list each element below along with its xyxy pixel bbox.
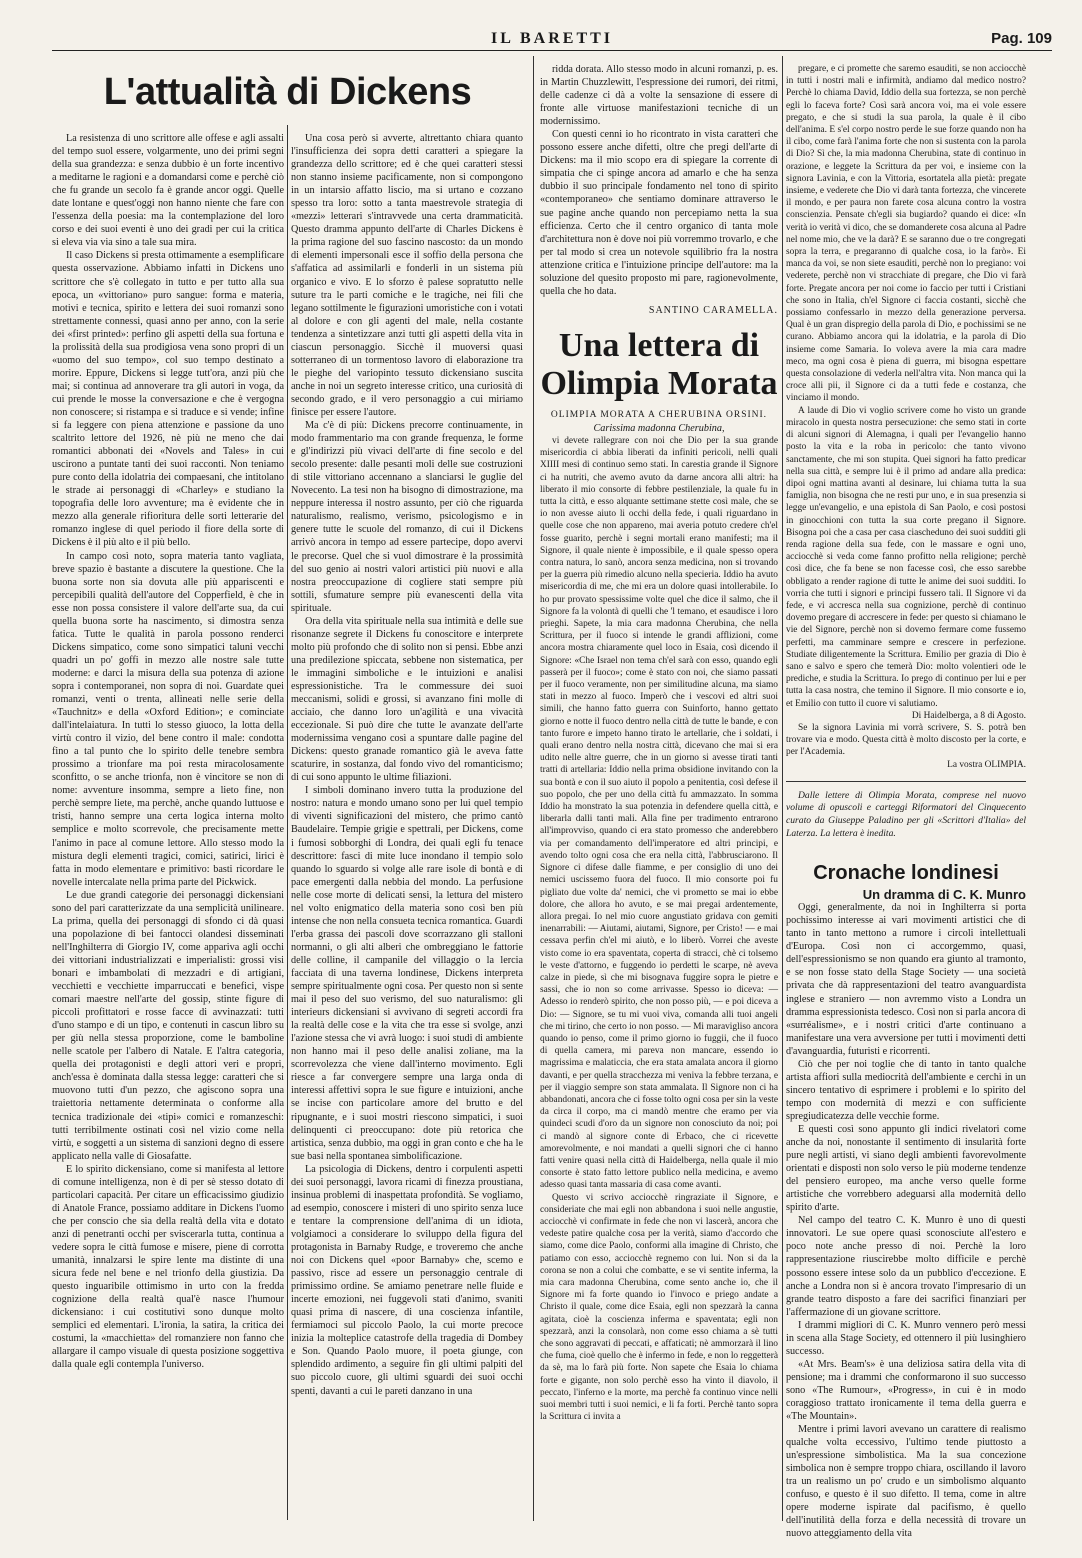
editorial-note: Dalle lettere di Olimpia Morata, comprese nel nuovo volume di opuscoli e carteggi Riformatori del Cinquecento curato da Giuseppe Paladino per gli «Scrittori d'Italia» del Laterza. La lettera è inedita. — [786, 781, 1026, 840]
letter-subtitle: OLIMPIA MORATA A CHERUBINA ORSINI. — [550, 409, 768, 420]
paragraph: Se la signora Lavinia mi vorrà scrivere, S. S. potrà ben trovare via e modo. Questa città è molto discosto per la corte, e per l'Academia. — [786, 722, 1026, 758]
letter-signoff: La vostra OLIMPIA. — [947, 759, 1026, 770]
paragraph: pregare, e ci promette che saremo esauditi, se non acciocchè in tutti i nostri mali e infirmità, andiamo dal medico nostro? Perchè lo chiama David, Iddio della sua fortezza, se non perchè egli lo faceva forte? Così sarà ancora voi, ma ei vole essere pregato, e che si studi la sua parola, la quale è il cibo dell'anima. E s'el corpo nostro perde le sue forze quando non ha il cibo, come farà l'anima forte che non si sustenta con la parola di Dio? Sì che, la mia madonna Cherubina, state di continuo in orazione, e leggete la Scrittura da per voi, e insieme con la signora Lavinia, e con la Vittoria, esortatela alla pietà: pregate insieme, e vederete che Dio vi darà tanta fortezza, che vincerete il mondo, e per paura non farete cosa alcuna contro la vostra conscienzia. Pensate ch'egli sia bugiardo? quando ei dice: «In verità io verità vi dico, che se domanderete cosa alcuna al Padre nel nome mio, che ve la darà? E se saranno due o tre congregati sopra la terra, e pregaranno di qualche cosa, io la farò». Ei manca da voi, se non siete esauditi, perchè non lo pregiano: voi vederete, perchè non vi stracchiate di pregare, che Dio vi farà forte. Pregate ancora per noi come io faccio per tutti i Cristiani che sono in Italia, ch'el Signore ci faccia costanti, sicchè che possiamo confessarlo in mezzo della generazione perversa. Qual è un gran dispregio della parola di Dio, e pochissimi se ne curano. Abbiamo ancora qui la idolatria, e la parola di Dio insieme come Samaria. Io voleva avere la mia cara madre meco, ma ogni cosa è piena di guerra, mi bisogna espettare questa consolazione di vederla nell'altra vita. Non manca qui la croce alli pii, il Signore ci da a tutti fede e costanza, che vinciamo il mondo. — [786, 64, 1026, 404]
paragraph: E lo spirito dickensiano, come si manifesta al lettore di comune intelligenza, non è di per sè stesso dotato di particolari capacità. Per citare un efficacissimo giudizio di Anatole France, possiamo additare in Dickens l'uomo che per conscio che sia della realtà della vita e dotato anzi di penetranti occhi per sviscerarla tutta, continua a vedere sopra le città fumose e misere, piene di corrotta umanità, innalzarsi le spire lente ma distinte di una sicura fede nel bene e nel trionfo della giustizia. Da questo inguaribile ottimismo in urto con la fredda cognizione della realtà qual'è nasce l'humour dickensiano: i cui costitutivi sono dunque molto semplici ed elementari. L'ironia, la satira, la critica dei costumi, la «macchietta» del romanziere non fanno che allargare il campo visuale di questa posizione soggettiva dalla quale egli contempla l'universo. — [52, 1163, 284, 1371]
paragraph: Ciò che per noi toglie che di tanto in tanto qualche artista affiori sulla mediocrità dell'ambiente e cerchi in un sincero tentativo di esprimere i problemi e lo spirito del tempo con modernità di mezzi e con sufficiente spregiudicatezza delle vecchie forme. — [786, 1058, 1026, 1122]
paragraph: Mentre i primi lavori avevano un carattere di realismo qualche volta eccessivo, l'ultimo tende piuttosto a un'espressione simbolistica. Ma la sua concezione simbolica non è sempre troppo chiara, oscillando il lavoro tra un realismo un po' crudo e un simbolismo alquanto confuso, e questo è il suo difetto. Il tema, come in altre opere moderne ispirate dal pacifismo, è quello dell'inutilità della forza e della necessità di trovare un nuovo atteggiamento della vita — [786, 1424, 1026, 1540]
cronache-subtitle: Un dramma di C. K. Munro — [862, 887, 1026, 903]
cronache-title: Cronache londinesi — [813, 862, 999, 885]
paragraph: La psicologia di Dickens, dentro i corpulenti aspetti dei suoi personaggi, lavora ricami di finezza proustiana, insinua problemi di inaspettata profondità. Se vogliamo, ad esempio, conoscere i misteri di uno spirito senza luce e tentare la comprensione dell'anima di un idiota, volgiamoci a considerare lo sviluppo della figura del protagonista in Barnaby Rudge, e troveremo che anche noi con Dickens quel «poor Barnaby» che, scemo e passivo, risce ad essere un personaggio centrale di primissimo ordine. Se amiamo penetrare nelle fluide e incerte emozioni, nei fuggevoli stati d'animo, svaniti quasi prima di nascere, di una coscienza infantile, fermiamoci sul piccolo Paolo, la cui morte precoce inizia la molteplice catastrofe della tragedia di Dombey e Son. Quando Paolo muore, il poeta giunge, con splendido ardimento, a seguire fin gli ultimi palpiti del suo piccolo cuore, gli ultimi sguardi dei suoi occhi spenti, davanti a cui le pareti danzano in una — [291, 1163, 523, 1397]
column-divider — [782, 56, 783, 1521]
paragraph: vi devete rallegrare con noi che Dio per la sua grande misericordia ci abbia liberati da infiniti pericoli, nelli quali XIIII mesi di continuo semo stati. In carestia grande il Signore ci ha nutriti, che avemo avuto da darne ancora alli altri: ha liberato il mio consorte di febbre pestilenziale, la quale fu in tutta la città, e esso alquante settimane stette così male, che se io non avesse aiuto li occhi della fede, i quali riguardano in quelle cose che non appareno, mai averia potuto credere ch'el fosse guarito, perchè i segni mortali erano manifesti; ma il Signore, il quale niente è impossibile, e il quale spesso opera contra natura, lo sanò, ancora senza medicina, non si trovando per la guerra più rimedio alcuno nella specieria. Iddio ha avuto misericordia di me, che mi era un dolore quasi intollerabile. Io ho pur provato spessissime volte quel che dice il salmo, che il Signore fa la volontà di quelli che 'l temano, et esaudisce i loro prieghi. Sapete, la mia cara madonna Cherubina, che nella Scrittura, per il fuoco si intende le grandi afflizioni, come ancora mostra chiaramente quel loco in Esaia, così dicendo il Signore: «Che Israel non tema ch'el sarà con esso, quando egli passerà per il fuoco»; come è stato con noi, che siamo passati per il fuoco veramente, non per similitudine alcuna, ma siamo stati in mezzo al fuoco. Imperò che i vescovi ed altri suoi simili, che hanno fatto guerra con Suinforto, hanno gettato giorno e notte il fuoco dentro nella città de tutte le bande, e con tanto furore e impeto hanno tirato le artellarie, che i soldati, i quali erano dentro nella nostra città, dicevano che mai si era udito nelle altre guerre, che in un giorno si avesse tirati tanti tratti di artellaria: Iddio nella prima obsidione invitando con la sua bontà e con il suo aiuto il popolo a penitentia, così defese il suo popolo, che per uno della città fu ammazzato. In somma Iddio ha monstrato la sua potenzia in defendere quella città, e liberarla dalli tanti mali. Alla fine per tradimento entrarono all'improvviso, quando ci era stato promesso che anderebbero via per comandamento dell'imperatore ed altri principi, e avendo tolto ogni cosa che era nella città, l'abbrusciarono. Il Signore ci difese dalle fiamme, e per consiglio di uno dei nemici uscissemo fuora del fuoco. Il mio consorte poi fu pigliato due volte da' nemici, che vi prometto se mai io ebbe dolore, che allora ho avuto, e se mai pregai ardentemente, allora pregai. Io nel mio cuore angustiato gridava con gemiti inenarrabili: — Aiutami, aiutami, Signore, per Cristo! — e mai cessava perfin ch'el mi aiutò, e lo liberò. Vorrei che aveste visto come io era spaventata, coperta di stracci, chè ci tolsemo le veste d'attorno, e fuggendo io perdetti le scarpe, nè aveva calze in piede, sì che mi bisognava fuggire sopra le pietre e sassi, che io non so come arrivasse. Spesso io diceva: — Adesso io renderò spirito, che non posso più, — e poi diceva a Dio: — Signore, se tu mi vuoi viva, comanda alli tuoi angeli che mi tirino, che certo io non posso. — Mi maravigliso ancora quando io penso, come il primo giorno io fuggii, che il fuoco di quella camera, mi pareva non mancare, essendo io magrissima e malaticcia, che era stata amalata ancora il giorno davanti, e per quella stracchezza mi veniva la febbre terzana, e per il viaggio sempre son stata ammalata. Il Signore non ci ha abbandonati, ancora che ci fosse tolto ogni cosa per sin la veste da circa il corpo, ma ci mandò mentre che eramo per via quindeci scudi d'oro da un signore non conosciuto da noi; poi ci mandò al signore conte di Erbaco, che ci ricevette amorevolmente, e noi mandati a quelli signori che ci hanno fatti venire quasi nella città di Haidelberga, nella quale il mio consorte è stato fatto lettore publico nella medicina, e avemo adesso quasi tanta massaria di casa come avanti. — [540, 435, 778, 1191]
masthead — [52, 30, 1052, 51]
column-divider — [287, 125, 288, 1520]
paragraph: Oggi, generalmente, da noi in Inghilterra si porta pochissimo interesse ai vari movimenti artistici che di tanto in tanto mettono a rumore i circoli intellettuali d'Europa. Così non ci accorgemmo, quasi, dell'espressionismo se non quando era giunto al tramonto, e se non fosse stato della Stage Society — una società privata che dà rappresentazioni del teatro avanguardista inglese e straniero — non avremmo visto a Londra un dramma espressionista tedesco. Così non si parla ancora di «surréalisme», e i nostri critici d'arte continuano a manifestare una vera avversione per tutti i movimenti detti d'avanguardia, futuristi e ricorrenti. — [786, 902, 1026, 1057]
paragraph: I simboli dominano invero tutta la produzione del nostro: natura e mondo umano sono per lui quel tempio di viventi significazioni del mistero, che primo cantò Baudelaire. Tempie grigie e spettrali, per Dickens, come i fumosi sobborghi di Londra, dei quali egli fu tenace descrittore: fasci di mite luce inondano il tempio solo quando lo sguardo si volge alle rare isole di bontà e di pace emergenti dalla nebbia del mondo. La perfusione nelle cose morte di delicati sensi, la lettura del mistero nel volto enigmatico della materia sono così ben più intense che non nella consueta tecnica romantica. Guardi l'erba grassa dei pascoli dove scorrazzano gli stalloni normanni, o gli alti alberi che ombreggiano le fattorie delle colline, il campanile del villaggio o la lercia facciata di una taverna londinese, Dickens interpreta sempre spiritualmente ogni cosa. Per questo non si sente mai il peso del suo verismo, del suo naturalismo: gli interieurs dickensiani si avvivano di segreti accordi fra la realtà delle cose e la vita che tra esse si svolge, anzi l'azione stessa che vi avrà luogo: i suoi studi di ambiente non hanno mai il peso delle analisi zoliane, ma la scorrevolezza che viene dall'interno movimento. Egli riesce a far convergere sempre una larga onda di interessi affettivi sopra le sue figure e intuizioni, anche se incise con particolare amore del brutto e del ripugnante, e i suoi mostri riescono simpatici, i suoi delinquenti ci preoccupano: dote più retorica che artistica, senza dubbio, ma oggi in gran conto e che ha le sue basi nella spontanea simbolificazione. — [291, 785, 523, 1162]
paragraph: Una cosa però si avverte, altrettanto chiara quanto l'insufficienza dei sopra detti caratteri a spiegare la grandezza dello scrittore; ed è che quei caratteri stessi non stanno insieme pacificamente, non si compongono in un intarsio affatto liscio, ma si urtano e cozzano spesso tra loro: sotto a tanta maestrevole strategia di «mezzi» letterari s'intravvede una certa drammaticità. Questo dramma appunto dell'arte di Charles Dickens è la prima ragione del suo fascino nascosto: da un mondo di elementi impersonali esce il soffio della persona che s'affatica ad assimilarli e fonderli in un sistema più organico e vivo. E lo sforzo è palese sopratutto nelle suture tra le parti comiche e le tragiche, nei fili che legano sottilmente le figurazioni umoristiche con i votati al dolore e con gli agenti del male, nella costante tendenza a sintetizzare anzi tutti gli aspetti della vita in ciascun personaggio. Sicchè il muoversi quasi sotterraneo di un tormentoso lavoro di elaborazione tra le pieghe del variopinto tessuto dickensiano suscita anche in noi un segreto interesse critico, una curiosità di secondo grado, e il vero personaggio a cui miriamo finisce per essere l'autore. — [291, 133, 523, 418]
paragraph: E questi così sono appunto gli indici rivelatori come anche da noi, nonostante il sentimento di insularità forte pure negli artisti, vi siano degli ambienti favorevolmente orientati e disposti non solo verso le più moderne tendenze del pensiero europeo, ma anche verso quelle forme artistiche che vorrebbero adeguarsi alla modernità dello spirito d'arte. — [786, 1124, 1026, 1214]
author-signature: SANTINO CARAMELLA. — [648, 304, 778, 316]
letter-title: Una lettera di Olimpia Morata — [540, 326, 778, 402]
paragraph: Con questi cenni io ho ricontrato in vista caratteri che possono essere anche difetti, oltre che pregi dell'arte di Dickens: ma il mio scopo era di spiegare la corrente di simpatia che ci spinge ancora ad amarlo e che ha senza dubbio il suo principale fondamento nel tono di spirito «contemporaneo» che sentiamo dominare attraverso le sue pagine anche quando non percepiamo netta la sua efficienza. Certo che il centro organico di tanta mole d'architettura non è dove noi più vorremmo trovarlo, e che per tal modo si crea un notevole squilibrio fra la nostra attenzione critica e l'intuizione principe dell'autore: ma la soluzione del quesito proposto mi pare, ragionevolmente, quella che ho data. — [540, 129, 778, 297]
column-3 — [540, 63, 778, 1523]
letter-date: Di Haidelberga, a 8 di Agosto. — [911, 710, 1026, 721]
dickens-column-2 — [291, 132, 523, 1512]
paragraph: Nel campo del teatro C. K. Munro è uno di questi innovatori. Le sue opere quasi sconosciute all'estero e poco note anche presso di noi. Perchè la loro rappresentazione riuscirebbe molto difficile e perchè possono essere intese solo da un pubblico d'eccezione. E anche a Londra non si è ancora trovato l'impresario di un grande teatro disposto a fare dei sacrifici finanziari per l'affermazione di un giovane scrittore. — [786, 1215, 1026, 1318]
paragraph: Il caso Dickens si presta ottimamente a esemplificare questa osservazione. Abbiamo infatti in Dickens uno scrittore che s'è collegato in tutto e per tutto alla sua epoca, un «vittoriano» puro sangue: forma e materia, motivi e tecnica, spirito e lettera dei suoi romanzi sono strettamente connessi, quasi anno per anno, con la serie dei «first printed»: perfino gli aspetti della sua fortuna e la prolissità della sua prodigiosa vena sono propri di un «uomo del suo tempo», col suo tempo destinato a morire. Eppure, Dickens si legge tutt'ora, anzi più che mai; si continua ad annoverare tra gli autori in voga, da cui prende le mosse la conversazione e che è vergogna non conoscere; si ristampa e si traduce e si vende; infine si fa leggere con piena attenzione e passione da uno scaltrito lettore del 1926, nè più ne meno che dai romantici abbonati dei «Novels and Tales» in cui uscirono a puntate tanti dei suoi racconti. Non teniamo pure conto della idolatria dei compaesani, che intitolano le strade ai personaggi di «Charley» e studiano la topografia delle loro avventure; ma è evidente che in mezzo alla generale rifioritura delle sorti letterarie del romanzo inglese di quel periodo il fiore della sorte di Dickens è il più alto e il più bello. — [52, 250, 284, 549]
column-divider — [533, 56, 534, 1521]
paragraph: Ora della vita spirituale nella sua intimità e delle sue risonanze segrete il Dickens fu conoscitore e interprete molto più profondo che di solito non si pensi. Ebbe anzi una predilezione spiccata, sebbene non sistematica, per le immagini simboliche e le intuizioni e analisi espressionistiche. Tra le commessure dei suoi meccanismi, solidi e grossi, si avanzano fini molle di acciaio, che danno loro un'agilità e una vivacità eccezionale. Si può dire che tutte le avanzate dell'arte modernissima vengano così a spuntare dalle pagine del Dickens: questo granade romantico già le aveva fatte scaturire, in sostanza, dal fondo vivo del romanticismo; di cui sono appunto le ultime filiazioni. — [291, 615, 523, 784]
dickens-column-1 — [52, 132, 284, 1512]
paragraph: I drammi migliori di C. K. Munro vennero però messi in scena alla Stage Society, ed ottennero il più lusinghiero successo. — [786, 1319, 1026, 1357]
column-4 — [786, 63, 1026, 1540]
paragraph: Questo vi scrivo acciocchè ringraziate il Signore, e consideriate che mai egli non abbandona i suoi nelle angustie, acciocchè vi confirmate in fede che non vi lascerà, ancora che vedeste patire qualche cosa per la verità, siamo d'accordo che siamo, come dice Paolo, conformi alla imagine di Christo, che patiamo con esso, acciocchè regnemo con lui. Non si da la corona se non a colui che combatte, e se vi sentite inferma, la mia cara madonna Cherubina, come sento anche io, che il Signore mi fa forte quando io l'invoco e priego andate a Christo il quale, come dice Esaia, egli non spezzarà la canna agitata, cioè la coscienza inferma e spaventata; egli non spezzarà, anzi la consolarà, non come esso chiama a sè tutti che sono aggravati di peccati, e affaticati; nè ammorzarà il lino che fuma, cioè quello che è infermo in fede, e non lo reggetterà da sè, ma lo farà più forte. Non sapete che Esaia lo chiama forte e gigante, non solo perchè esso ha vinto il diavolo, il peccato, l'inferno e la morte, ma perchè fa continuo vince nelli suoi membri tutti i suoi nemici, e li fa forti. Perchè tanto sopra la Scrittura ci invita a — [540, 1192, 778, 1423]
letter-salutation: Carissima madonna Cherubina, — [593, 422, 725, 434]
journal-title: IL BARETTI — [490, 30, 614, 47]
paragraph: Le due grandi categorie dei personaggi dickensiani sono del pari caratterizzate da una semplicità unilineare. La prima, quella dei personaggi di sfondo ci dà quasi una popolazione di bei fantocci olandesi disseminati nell'Inghilterra di Giorgio IV, come appariva agli occhi dei vittoriani industrializzati e imperialisti: grossi visi bonari e imbambolati di mezzadri e di artigiani, vecchietti e vecchiette imparruccati e benefici, vispe comari maestre nell'arte del gossip, stinte figure di piccoli profittatori e rosse facce di avvinazzati: tutti d'uno stampo e di un tipo, e contenuti in cascun libro su per giù nella stessa proporzione, come le bamboline nelle scatole per l'albero di Natale. E l'altra categoria, quella dei protagonisti e degli attori veri e propri, anch'essa è dominata dalla stessa legge: caratteri che si muovono tutti d'un pezzo, che agiscono sopra una traiettoria nettamente determinata o conforme alla tecnica tradizionale dei «tipi» comici e romanzeschi: tutti terribilmente ostinati così nel vizio come nella virtù, e soggetti a un sistema di sanzioni degno di essere applicato nella valle di Giosafatte. — [52, 889, 284, 1162]
paragraph: Ma c'è di più: Dickens precorre continuamente, in modo frammentario ma con grande frequenza, le forme e gl'indirizzi più vivaci dell'arte di fine secolo e del secolo presente: dalle pesanti moli delle sue costruzioni di stile vittoriano accennano a slanciarsi le guglie del Novecento. La tesi non ha bisogno di dimostrazione, ma neppure interessa il nostro assunto, per ciò che riguarda naturalismo, realismo, verismo, psicologismo e in genere tutte le scuole del romanzo, di cui il Dickens arrivò ancora in tempo ad essere partecipe, dopo avervi le precorse. Quel che si vuol dimostrare è la prossimità del suo genio ai nostri valori artistici più nuovi e alla nostra preoccupazione di cogliere stati sempre più sottili, sfumature sempre più evanescenti della vita spirituale. — [291, 420, 523, 614]
paragraph: «At Mrs. Beam's» è una deliziosa satira della vita di pensione; ma i drammi che conformarono il suo successo sono «The Rumour», «Progress», in cui è in modo coraggioso trattato ironicamente il tema della guerra e «The Mountain». — [786, 1358, 1026, 1423]
paragraph: La resistenza di uno scrittore alle offese e agli assalti del tempo suol essere, volgarmente, uno dei primi segni della sua grandezza: e senza dubbio è un forte incentivo a meditarne le ragioni e a domandarsi come e perchè ciò che fu grande un secolo fa è grande ancor oggi. Quelle date lontane e quest'oggi non hanno niente che fare con l'essenza della poesia: ma la contemplazione del loro corso e dei suoi eventi è uno dei gradi per cui la critica si eleva via via sino a tale sua mira. — [52, 133, 284, 249]
article-title-dickens: L'attualità di Dickens — [103, 71, 472, 113]
page-number: Pag. 109 — [991, 30, 1052, 47]
paragraph: In campo così noto, sopra materia tanto vagliata, breve spazio è bastante a discutere la questione. Che la buona sorte non sia dovuta alle più appariscenti e percepibili qualità dell'autore del Copperfield, è che in esse non possa consistere il valore dell'arte sua, da cui quella buona sorte ha nascimento, si dimostra senza fatica. Tutte le qualità in parola possono renderci Dickens simpatico, come sono simpatici taluni vecchi quadri un po' goffi in mezzo alle nostre sale tutte moderne: e darci la misura della sua potenza di azione sopra i contemporanei, non sopra di noi. Guardate quei romanzi, venti o trenta, allineati nelle serie della «Tauchnitz» e della «Oxford Edition»; e cominciate dall'intelaiatura. In tutti lo stesso giuoco, la lotta della virtù contro il vizio, del bene contro il male: condotta fino a tal punto che lo spirito delle tenebre sembra prossimo a trionfare ma poi resta miracolosamente sconfitto, o se anche trionfa, non è vincitore se non di nome: avventure insomma, sempre a lieto fine, non perchè sempre liete, ma perchè, anche quando luttuose e tristi, hanno sempre una certa logica interna molto semplice e molto scorrevole, che precisamente mette l'animo in pace al comune lettore. Allo stesso modo la mistura degli elementi tragici, comici, satirici, lirici è fatta in modo elementare e primitivo: basti ricordare le novelle intercalate nella prima parte del Pickwick. — [52, 550, 284, 888]
paragraph: A laude di Dio vi voglio scrivere come ho visto un grande miracolo in questa nostra persecuzione: che semo stati in corte di alcuni signori di Alemagna, i quali per l'evangelio hanno posto la vita e la roba in pericolo: che tanto vivono sanctamente, che mi son stupita. Quei signori ha fatto predicar nella sua città, e sempre lui è il primo ad andare alla predica: dipoi ogni mattina avanti al desinare, lui chiama tutta la sua famiglia, non bisogna che ne resti pur uno, e in sua presenzia si legge un'evangelio, e una epistola di San Paolo, e così postosi in ginocchioni con tutta la sua corte pregano il Signore. Bisogna poi che a casa per casa ciascheduno dei suoi sudditi gli renda ragione della sua fede, con le massare e ogni uno, acciocchè si veda come fanno profitto nella religione; perchè così dice, che fa bene se non facesse così, che esso sarebbe obbligato a render ragione di tutte le anime dei suoi sudditi. Io vorria che tutti i signori e principi fussero tali. Il Signore vi da fede, e vi accresca nella sua cognizione, perchè di continuo dovemo pregare di accrescere in fede: per questo si chiamano le vie del Signore, perchè non si dovemo fermare come fussemo perfetti, ma camminare sempre e crescere in perfezione. Studiate diligentemente la Scrittura. Emilio per grazia di Dio è sano e salvo e spero che temerà Dio: molto volentieri ode le prediche, e studia la Scrittura. Io prego di continuo per lui e per tutta la casa nostra, che temino il Signore. Il mio consorte e io, et Emilio con tutto il cuore vi salutiamo. — [786, 405, 1026, 709]
paragraph: ridda dorata. Allo stesso modo in alcuni romanzi, p. es. in Martin Chuzzlewitt, l'espressione dei rumori, dei ritmi, delle cadenze ci dà a volte la sensazione di essere di fronte alle virtuose manifestazioni tecniche di un modernissimo. — [540, 64, 778, 128]
